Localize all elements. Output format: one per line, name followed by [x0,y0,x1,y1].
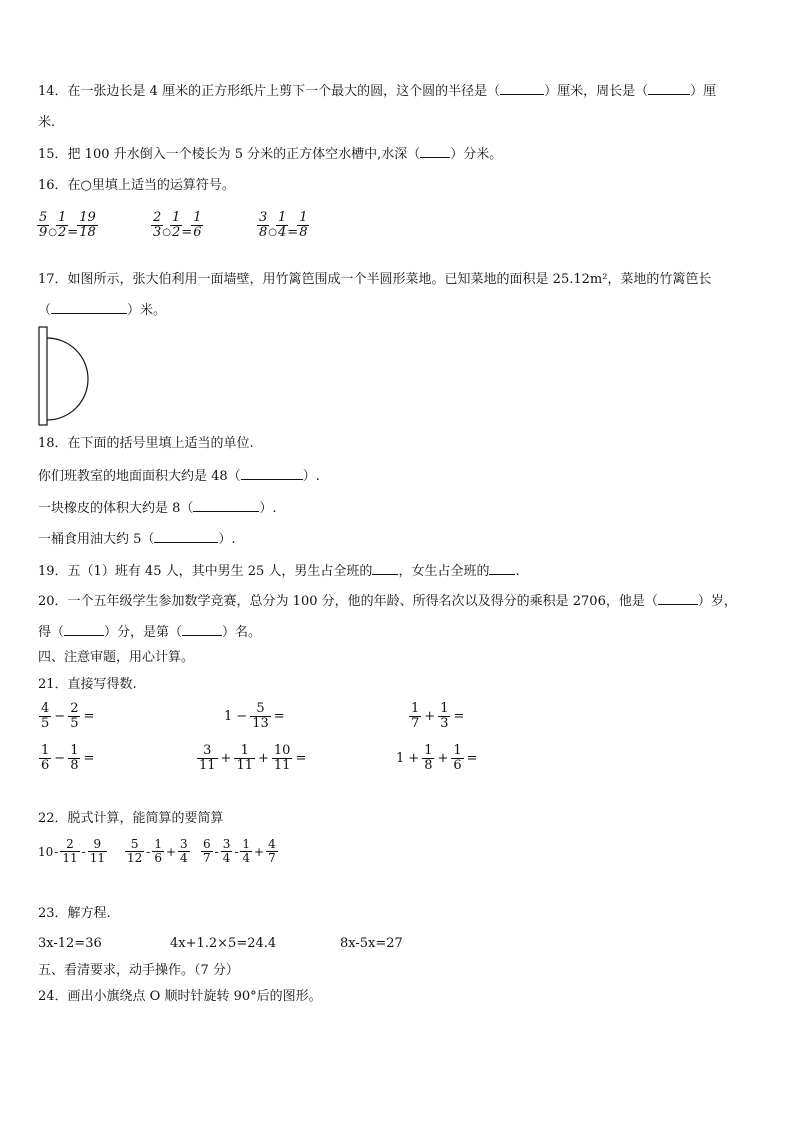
q20-blank-score[interactable] [64,623,104,636]
q16-title: 16．在○里填上适当的运算符号。 [38,178,235,193]
q18-line2: 一块橡皮的体积大约是 8（ ）. [38,501,277,516]
q21-expr-4: $\frac{1}{6}$ − $\frac{1}{8}$ = [41,743,95,773]
q18-blank-1[interactable] [241,467,303,480]
q21-expr-2: 1 − $\frac{5}{13}$ = [224,701,285,731]
q20-line1: 20．一个五年级学生参加数学竞赛，总分为 100 分，他的年龄、所得名次以及得分的乘积是 2706，他是（ ）岁， [38,594,737,609]
q21-expr-3: $\frac{1}{7}$ + $\frac{1}{3}$ = [411,701,465,731]
q18-line3: 一桶食用油大约 5（ ）. [38,532,236,547]
q19-blank-girls[interactable] [489,562,515,575]
operator-circle[interactable]: ○ [268,227,278,238]
q16-item-2: $\frac{2}{3}$ ○ $\frac{1}{2}$ = $\frac{1}{6}$ [153,210,202,240]
q21-expr-1: $\frac{4}{5}$ − $\frac{2}{5}$ = [41,701,95,731]
q20-line2: 得（ ）分，是第（ ）名。 [38,625,262,640]
q16-item-1: $\frac{5}{9}$ ○ $\frac{1}{2}$ = $\frac{19}{18}$ [39,210,96,240]
q14-blank-circumference[interactable] [648,82,690,95]
operator-circle[interactable]: ○ [48,227,58,238]
section4-heading: 四、注意审题，用心计算。 [38,650,195,665]
q23-eq-3: 8x-5x=27 [340,936,403,951]
q22-expr-3: $\frac{6}{7}$ - $\frac{3}{4}$ - $\frac{1}{4}$ + $\frac{4}{7}$ [203,837,276,865]
q17-line2: （ ）米。 [38,303,167,318]
q17-blank[interactable] [51,301,127,314]
q20-blank-age[interactable] [658,592,698,605]
q22-expr-2: $\frac{5}{12}$ - $\frac{1}{6}$ + $\frac{3}{4}$ [127,837,188,865]
q21-title: 21．直接写得数. [38,677,137,692]
q21-expr-5: $\frac{3}{11}$ + $\frac{1}{11}$ + $\frac{10}{11}$ = [199,743,307,773]
q18-blank-2[interactable] [193,499,259,512]
q14-line1: 14．在一张边长是 4 厘米的正方形纸片上剪下一个最大的圆，这个圆的半径是（ ）厘米，周长是（ ）厘 [38,84,717,99]
semicircle-fence [47,338,88,420]
q15-blank[interactable] [420,145,450,158]
q17-line1: 17．如图所示，张大伯利用一面墙壁，用竹篱笆围成一个半圆形菜地。已知菜地的面积是 25.12m²，菜地的竹篱笆长 [38,272,712,287]
q24: 24．画出小旗绕点 O 顺时针旋转 90°后的图形。 [38,989,322,1004]
q14-line2: 米. [38,115,56,130]
q18-blank-3[interactable] [154,530,218,543]
wall [39,327,47,425]
semicircle-garden-figure [38,326,100,428]
q20-blank-rank[interactable] [182,623,222,636]
q23-eq-1: 3x-12=36 [38,936,102,951]
section5-heading: 五、看清要求，动手操作。（7 分） [38,963,239,978]
q19: 19．五（1）班有 45 人，其中男生 25 人，男生占全班的 ，女生占全班的 . [38,564,520,579]
q23-title: 23．解方程. [38,906,111,921]
q16-item-3: $\frac{3}{8}$ ○ $\frac{1}{4}$ = $\frac{1}{8}$ [259,210,308,240]
q15: 15．把 100 升水倒入一个棱长为 5 分米的正方体空水槽中,水深（ ）分米。 [38,147,503,162]
q22-expr-1: 10 - $\frac{2}{11}$ - $\frac{9}{11}$ [38,837,105,865]
q18-line1: 你们班教室的地面面积大约是 48（ ）. [38,469,320,484]
q22-title: 22．脱式计算，能简算的要简算 [38,811,224,826]
q19-blank-boys[interactable] [372,562,398,575]
q21-expr-6: 1 + $\frac{1}{8}$ + $\frac{1}{6}$ = [396,743,478,773]
operator-circle[interactable]: ○ [162,227,172,238]
q18-title: 18．在下面的括号里填上适当的单位. [38,436,254,451]
q23-eq-2: 4x+1.2×5=24.4 [170,936,277,951]
q14-blank-radius[interactable] [500,82,544,95]
